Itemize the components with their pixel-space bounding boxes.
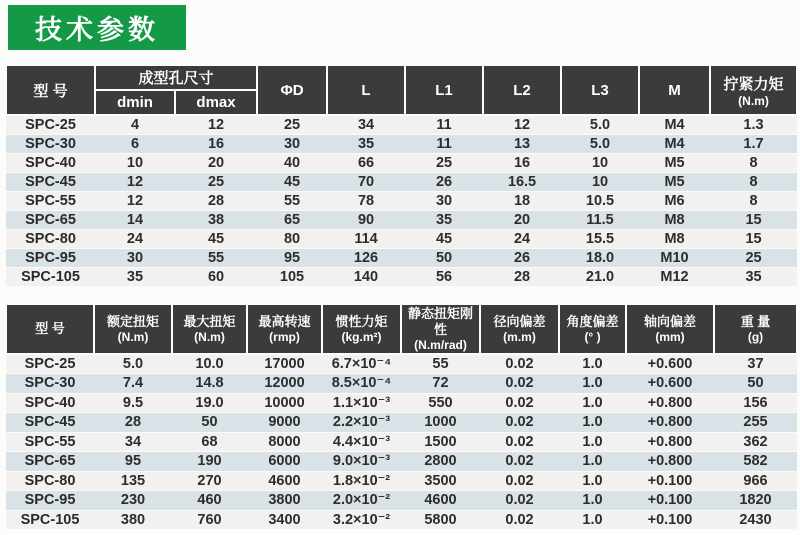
value-cell: 4 (95, 115, 175, 134)
value-cell: M5 (639, 172, 710, 191)
value-cell: 35 (710, 267, 797, 286)
value-cell: 50 (714, 374, 797, 394)
table-row (6, 374, 797, 394)
table-row (6, 471, 797, 491)
table-row (6, 267, 797, 286)
column-header (480, 304, 559, 354)
value-cell: 4600 (401, 491, 480, 511)
value-cell: 15.5 (561, 229, 639, 248)
model-cell: SPC-40 (6, 393, 94, 413)
value-cell: 1.0 (559, 510, 626, 530)
value-cell: 66 (327, 153, 405, 172)
value-cell: 460 (172, 491, 247, 511)
value-cell: 1820 (714, 491, 797, 511)
value-cell: M8 (639, 210, 710, 229)
value-cell: 6.7×10⁻⁴ (322, 354, 401, 374)
value-cell: 2.0×10⁻² (322, 491, 401, 511)
column-header-unit: (kg.m²) (341, 330, 382, 344)
value-cell: 45 (405, 229, 483, 248)
value-cell: 0.02 (480, 393, 559, 413)
col-l1: L1 (405, 65, 483, 115)
value-cell: 2430 (714, 510, 797, 530)
value-cell: +0.600 (626, 354, 714, 374)
value-cell: M5 (639, 153, 710, 172)
value-cell: 28 (483, 267, 561, 286)
value-cell: 12000 (247, 374, 322, 394)
value-cell: M4 (639, 134, 710, 153)
value-cell: +0.100 (626, 510, 714, 530)
value-cell: 11 (405, 115, 483, 134)
value-cell: 1500 (401, 432, 480, 452)
value-cell: +0.600 (626, 374, 714, 394)
value-cell: 7.4 (94, 374, 172, 394)
value-cell: 12 (95, 191, 175, 210)
model-cell: SPC-95 (6, 491, 94, 511)
value-cell: +0.800 (626, 432, 714, 452)
value-cell: 16 (175, 134, 257, 153)
value-cell: 1.0 (559, 374, 626, 394)
value-cell: 78 (327, 191, 405, 210)
table-row (6, 354, 797, 374)
model-cell: SPC-65 (6, 210, 95, 229)
value-cell: 1.3 (710, 115, 797, 134)
column-header-label: 重 量 (740, 314, 771, 329)
value-cell: 12 (483, 115, 561, 134)
value-cell: 3.2×10⁻² (322, 510, 401, 530)
column-header-unit: (m.m) (503, 330, 536, 344)
value-cell: 16.5 (483, 172, 561, 191)
value-cell: 20 (175, 153, 257, 172)
value-cell: 10.5 (561, 191, 639, 210)
column-header-label: 型 号 (35, 321, 65, 336)
value-cell: 2.2×10⁻³ (322, 413, 401, 433)
column-header-unit: (rmp) (269, 330, 300, 344)
value-cell: 35 (95, 267, 175, 286)
spec-table-dimensions (5, 64, 798, 287)
value-cell: 21.0 (561, 267, 639, 286)
value-cell: 0.02 (480, 354, 559, 374)
col-tightening-torque-label: 拧紧力矩 (723, 75, 784, 93)
table-row (6, 134, 797, 153)
value-cell: 8 (710, 172, 797, 191)
column-header-label: 惯性力矩 (335, 314, 388, 329)
value-cell: 20 (483, 210, 561, 229)
value-cell: 28 (94, 413, 172, 433)
value-cell: 11.5 (561, 210, 639, 229)
table-row (6, 115, 797, 134)
value-cell: +0.800 (626, 452, 714, 472)
value-cell: 1000 (401, 413, 480, 433)
value-cell: 38 (175, 210, 257, 229)
model-cell: SPC-30 (6, 134, 95, 153)
value-cell: 1.0 (559, 393, 626, 413)
column-header-label: 轴向偏差 (643, 314, 696, 329)
value-cell: 5.0 (94, 354, 172, 374)
value-cell: 24 (95, 229, 175, 248)
value-cell: 1.0 (559, 471, 626, 491)
value-cell: M4 (639, 115, 710, 134)
value-cell: 34 (327, 115, 405, 134)
value-cell: 4600 (247, 471, 322, 491)
value-cell: 0.02 (480, 452, 559, 472)
table-row (6, 229, 797, 248)
value-cell: 45 (257, 172, 327, 191)
col-tightening-torque (710, 65, 797, 115)
value-cell: M8 (639, 229, 710, 248)
table-row (6, 432, 797, 452)
value-cell: 30 (405, 191, 483, 210)
value-cell: 1.0 (559, 413, 626, 433)
col-l2: L2 (483, 65, 561, 115)
value-cell: 5.0 (561, 115, 639, 134)
value-cell: 25 (405, 153, 483, 172)
col-l: L (327, 65, 405, 115)
spec-table-performance (5, 303, 798, 530)
value-cell: 8.5×10⁻⁴ (322, 374, 401, 394)
value-cell: 72 (401, 374, 480, 394)
value-cell: 15 (710, 210, 797, 229)
value-cell: 10 (561, 172, 639, 191)
col-l3: L3 (561, 65, 639, 115)
value-cell: M6 (639, 191, 710, 210)
value-cell: 95 (257, 248, 327, 267)
value-cell: 17000 (247, 354, 322, 374)
value-cell: 2800 (401, 452, 480, 472)
model-cell: SPC-105 (6, 267, 95, 286)
value-cell: 1.0 (559, 491, 626, 511)
value-cell: 760 (172, 510, 247, 530)
value-cell: 9000 (247, 413, 322, 433)
value-cell: 0.02 (480, 413, 559, 433)
value-cell: 0.02 (480, 510, 559, 530)
value-cell: 68 (172, 432, 247, 452)
table-row (6, 172, 797, 191)
column-header-label: 最大扭矩 (183, 314, 236, 329)
column-header-label: 静态扭矩刚性 (407, 306, 473, 337)
value-cell: 140 (327, 267, 405, 286)
table2-header (6, 304, 797, 354)
model-cell: SPC-25 (6, 115, 95, 134)
table-row (6, 491, 797, 511)
value-cell: 8 (710, 153, 797, 172)
column-header-label: 额定扭矩 (106, 314, 159, 329)
value-cell: 28 (175, 191, 257, 210)
table-row (6, 452, 797, 472)
value-cell: 56 (405, 267, 483, 286)
model-cell: SPC-55 (6, 432, 94, 452)
value-cell: 11 (405, 134, 483, 153)
value-cell: 10.0 (172, 354, 247, 374)
value-cell: 55 (401, 354, 480, 374)
value-cell: 60 (175, 267, 257, 286)
value-cell: 95 (94, 452, 172, 472)
column-header-unit: (N.m) (117, 330, 149, 344)
column-header (401, 304, 480, 354)
table2-body (6, 354, 797, 530)
value-cell: 18.0 (561, 248, 639, 267)
value-cell: 65 (257, 210, 327, 229)
value-cell: 12 (175, 115, 257, 134)
value-cell: 114 (327, 229, 405, 248)
value-cell: 80 (257, 229, 327, 248)
value-cell: 4.4×10⁻³ (322, 432, 401, 452)
value-cell: 35 (327, 134, 405, 153)
value-cell: +0.800 (626, 413, 714, 433)
value-cell: 550 (401, 393, 480, 413)
value-cell: 5.0 (561, 134, 639, 153)
value-cell: 8 (710, 191, 797, 210)
table-row (6, 413, 797, 433)
value-cell: 16 (483, 153, 561, 172)
column-header (714, 304, 797, 354)
value-cell: 55 (257, 191, 327, 210)
table-row (6, 191, 797, 210)
value-cell: 270 (172, 471, 247, 491)
value-cell: 26 (405, 172, 483, 191)
table1-header (6, 65, 797, 115)
table2-header-row (6, 304, 797, 354)
value-cell: 50 (172, 413, 247, 433)
column-header-unit: (N.m) (194, 330, 225, 344)
model-cell: SPC-105 (6, 510, 94, 530)
value-cell: 1.8×10⁻² (322, 471, 401, 491)
model-cell: SPC-25 (6, 354, 94, 374)
value-cell: 14 (95, 210, 175, 229)
value-cell: 135 (94, 471, 172, 491)
value-cell: 18 (483, 191, 561, 210)
value-cell: 30 (257, 134, 327, 153)
table1-body (6, 115, 797, 286)
value-cell: 126 (327, 248, 405, 267)
value-cell: 0.02 (480, 374, 559, 394)
model-cell: SPC-40 (6, 153, 95, 172)
col-tightening-torque-unit: (N.m) (738, 93, 769, 108)
value-cell: 45 (175, 229, 257, 248)
value-cell: 34 (94, 432, 172, 452)
column-header-label: 径向偏差 (493, 314, 546, 329)
value-cell: 0.02 (480, 491, 559, 511)
model-cell: SPC-65 (6, 452, 94, 472)
value-cell: 9.0×10⁻³ (322, 452, 401, 472)
value-cell: 25 (175, 172, 257, 191)
value-cell: 3500 (401, 471, 480, 491)
value-cell: 15 (710, 229, 797, 248)
column-header-unit: (g) (747, 330, 764, 344)
column-header (172, 304, 247, 354)
value-cell: 0.02 (480, 432, 559, 452)
table-row (6, 210, 797, 229)
value-cell: 6 (95, 134, 175, 153)
model-cell: SPC-95 (6, 248, 95, 267)
model-cell: SPC-30 (6, 374, 94, 394)
value-cell: 380 (94, 510, 172, 530)
value-cell: 55 (175, 248, 257, 267)
value-cell: +0.100 (626, 491, 714, 511)
value-cell: 9.5 (94, 393, 172, 413)
column-header (6, 304, 94, 354)
model-cell: SPC-80 (6, 471, 94, 491)
value-cell: 582 (714, 452, 797, 472)
value-cell: 105 (257, 267, 327, 286)
value-cell: 24 (483, 229, 561, 248)
column-header-unit: (° ) (584, 330, 601, 344)
value-cell: 14.8 (172, 374, 247, 394)
value-cell: 230 (94, 491, 172, 511)
value-cell: 8000 (247, 432, 322, 452)
value-cell: 1.1×10⁻³ (322, 393, 401, 413)
value-cell: M10 (639, 248, 710, 267)
col-dmin: dmin (95, 90, 175, 115)
value-cell: 26 (483, 248, 561, 267)
value-cell: 12 (95, 172, 175, 191)
column-header-label: 最高转速 (258, 314, 311, 329)
value-cell: 10 (95, 153, 175, 172)
column-header (322, 304, 401, 354)
value-cell: 6000 (247, 452, 322, 472)
col-m: M (639, 65, 710, 115)
value-cell: 30 (95, 248, 175, 267)
col-phi-d: ΦD (257, 65, 327, 115)
value-cell: 3400 (247, 510, 322, 530)
column-header (247, 304, 322, 354)
column-header (94, 304, 172, 354)
value-cell: 50 (405, 248, 483, 267)
model-cell: SPC-80 (6, 229, 95, 248)
table-row (6, 248, 797, 267)
column-header-unit: (mm) (655, 330, 685, 344)
table-row (6, 510, 797, 530)
value-cell: 90 (327, 210, 405, 229)
column-header (559, 304, 626, 354)
column-header-unit: (N.m/rad) (414, 338, 467, 352)
value-cell: 3800 (247, 491, 322, 511)
col-hole-size: 成型孔尺寸 (95, 65, 257, 90)
value-cell: 25 (710, 248, 797, 267)
value-cell: M12 (639, 267, 710, 286)
model-cell: SPC-45 (6, 413, 94, 433)
value-cell: +0.800 (626, 393, 714, 413)
value-cell: 156 (714, 393, 797, 413)
value-cell: 70 (327, 172, 405, 191)
value-cell: +0.100 (626, 471, 714, 491)
value-cell: 1.7 (710, 134, 797, 153)
table-row (6, 153, 797, 172)
model-cell: SPC-55 (6, 191, 95, 210)
value-cell: 1.0 (559, 432, 626, 452)
value-cell: 10 (561, 153, 639, 172)
value-cell: 1.0 (559, 354, 626, 374)
value-cell: 25 (257, 115, 327, 134)
value-cell: 19.0 (172, 393, 247, 413)
column-header-label: 角度偏差 (566, 314, 619, 329)
column-header (626, 304, 714, 354)
value-cell: 362 (714, 432, 797, 452)
value-cell: 255 (714, 413, 797, 433)
value-cell: 13 (483, 134, 561, 153)
section-title: 技术参数 (8, 5, 186, 50)
value-cell: 966 (714, 471, 797, 491)
value-cell: 10000 (247, 393, 322, 413)
col-model: 型 号 (6, 65, 95, 115)
value-cell: 0.02 (480, 471, 559, 491)
model-cell: SPC-45 (6, 172, 95, 191)
value-cell: 190 (172, 452, 247, 472)
value-cell: 1.0 (559, 452, 626, 472)
value-cell: 35 (405, 210, 483, 229)
col-dmax: dmax (175, 90, 257, 115)
value-cell: 5800 (401, 510, 480, 530)
value-cell: 40 (257, 153, 327, 172)
value-cell: 37 (714, 354, 797, 374)
table-row (6, 393, 797, 413)
